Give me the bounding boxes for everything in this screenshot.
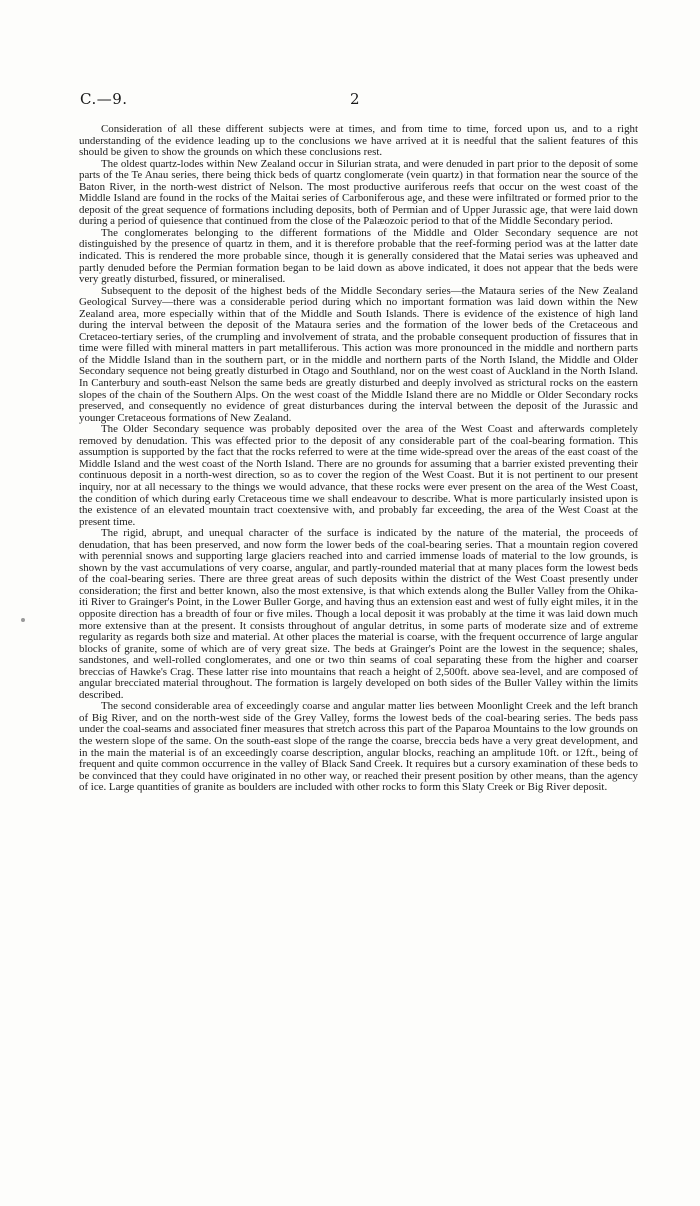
paragraph: The rigid, abrupt, and unequal character of the surface is indicated by the nature of the material, the proceeds of denudation, that has been preserved, and now form the lower beds of the coal-bearing series. That a mountain region covered with perennial snows and supporting large glaciers reached into and carried immense loads of material to the low grounds, is shown by the vast accumulations of very coarse, angular, and partly-rounded material that at many places form the lowest beds of the coal-bearing series. There are three great areas of such deposits within the district of the West Coast presently under consideration; the first and better known, also the most extensive, is that which extends along the Buller Valley from the Ohika-iti River to Grainger's Point, in the Lower Buller Gorge, and having thus an extension east and west of fully eight miles, it in the opposite direction has a breadth of four or five miles. Though a local deposit it was probably at the time it was laid down much more extensive than at the present. It consists throughout of angular detritus, in some parts of moderate size and of extreme regularity as regards both size and material. At other places the material is coarse, with the frequent occurrence of large angular blocks of granite, some of which are of very great size. The beds at Grainger's Point are the lowest in the sequence; shales, sandstones, and well-rolled conglomerates, and one or two thin seams of coal separating these from the higher and coarser breccias of Hawke's Crag. These latter rise into mountains that reach a height of 2,500ft. above sea-level, and are composed of angular brecciated material throughout. The formation is largely developed on both sides of the Buller Valley within the limits described.: [79, 527, 638, 701]
paragraph: The oldest quartz-lodes within New Zealand occur in Silurian strata, and were denuded in part prior to the deposit of some parts of the Te Anau series, there being thick beds of quartz conglomerate (vein quartz) in that formation near the source of the Baton River, in the north-west district of Nelson. The most productive auriferous reefs that occur on the west coast of the Middle Island are found in the rocks of the Maitai series of Carboniferous age, and these were infiltrated or formed prior to the deposit of the great sequence of formations including deposits, both of Permian and of Upper Jurassic age, that were laid down during a period of quiesence that continued from the close of the Palæozoic period to that of the Middle Secondary period.: [79, 157, 638, 228]
page-header: [80, 90, 640, 112]
paragraph: The conglomerates belonging to the different formations of the Middle and Older Secondary sequence are not distinguished by the presence of quartz in them, and it is therefore probable that the reef-forming period was at the latter date indicated. This is rendered the more probable since, though it is generally considered that the Matai series was upheaved and partly denuded before the Permian formation began to be laid down as above indicated, it does not appear that the beds were very greatly disturbed, fissured, or mineralised.: [79, 226, 638, 286]
document-reference: C.—9.: [80, 90, 128, 108]
paragraph: Subsequent to the deposit of the highest beds of the Middle Secondary series—the Mataura series of the New Zealand Geological Survey—there was a considerable period during which no important formation was laid down within the New Zealand area, more especially within that of the Middle and South Islands. There is evidence of the existence of high land during the interval between the deposit of the Mataura series and the formation of the lower beds of the Cretaceous and Cretaceo-tertiary series, of the crumpling and involvement of strata, and the probable consequent production of fissures that in time were filled with mineral matters in part metalliferous. This action was more pronounced in the middle and northern parts of the Middle Island than in the southern part, or in the middle and northern parts of the North Island, the Middle and Older Secondary sequence not being greatly disturbed in Otago and Southland, nor on the west coast of Auckland in the North Island. In Canterbury and south-east Nelson the same beds are greatly disturbed and deeply involved as strictural rocks on the eastern slopes of the chain of the Southern Alps. On the west coast of the Middle Island there are no Middle or Older Secondary rocks preserved, and consequently no evidence of great disturbances during the interval between the deposit of the Jurassic and younger Cretaceous formations of New Zealand.: [79, 284, 638, 424]
margin-mark: [21, 618, 25, 622]
page-number: 2: [350, 90, 360, 108]
paragraph: Consideration of all these different subjects were at times, and from time to time, forced upon us, and to a right understanding of the evidence leading up to the conclusions we have arrived at it is needful that the salient features of this should be given to show the grounds on which these conclusions rest.: [79, 123, 638, 159]
paragraph: The second considerable area of exceedingly coarse and angular matter lies between Moonlight Creek and the left branch of Big River, and on the north-west side of the Grey Valley, forms the lowest beds of the coal-bearing series. The beds pass under the coal-seams and associated finer measures that stretch across this part of the Paparoa Mountains to the low grounds on the western slope of the same. On the south-east slope of the range the coarse, breccia beds have a very great development, and in the main the material is of an exceedingly coarse description, angular blocks, reaching an amplitude 10ft. or 12ft., being of frequent and quite common occurrence in the valley of Black Sand Creek. It requires but a cursory examination of these beds to be convinced that they could have originated in no other way, or reached their present position by other means, than the agency of ice. Large quantities of granite as boulders are included with other rocks to form this Slaty Creek or Big River deposit.: [79, 700, 638, 794]
paragraph: The Older Secondary sequence was probably deposited over the area of the West Coast and afterwards completely removed by denudation. This was effected prior to the deposit of any considerable part of the coal-bearing formation. This assumption is supported by the fact that the rocks referred to were at the time wide-spread over the areas of the east coast of the Middle Island and the west coast of the North Island. There are no grounds for assuming that a barrier existed preventing their continuous deposit in a north-west direction, so as to cover the region of the West Coast. But it is not pertinent to our present inquiry, nor at all necessary to the things we would advance, that these rocks were ever present on the area of the West Coast, the condition of which during early Cretaceous time we shall endeavour to describe. What is more particularly insisted upon is the existence of an elevated mountain tract coextensive with, and probably far exceeding, the area of the West Coast at the present time.: [79, 423, 638, 528]
body-text: [79, 124, 638, 794]
